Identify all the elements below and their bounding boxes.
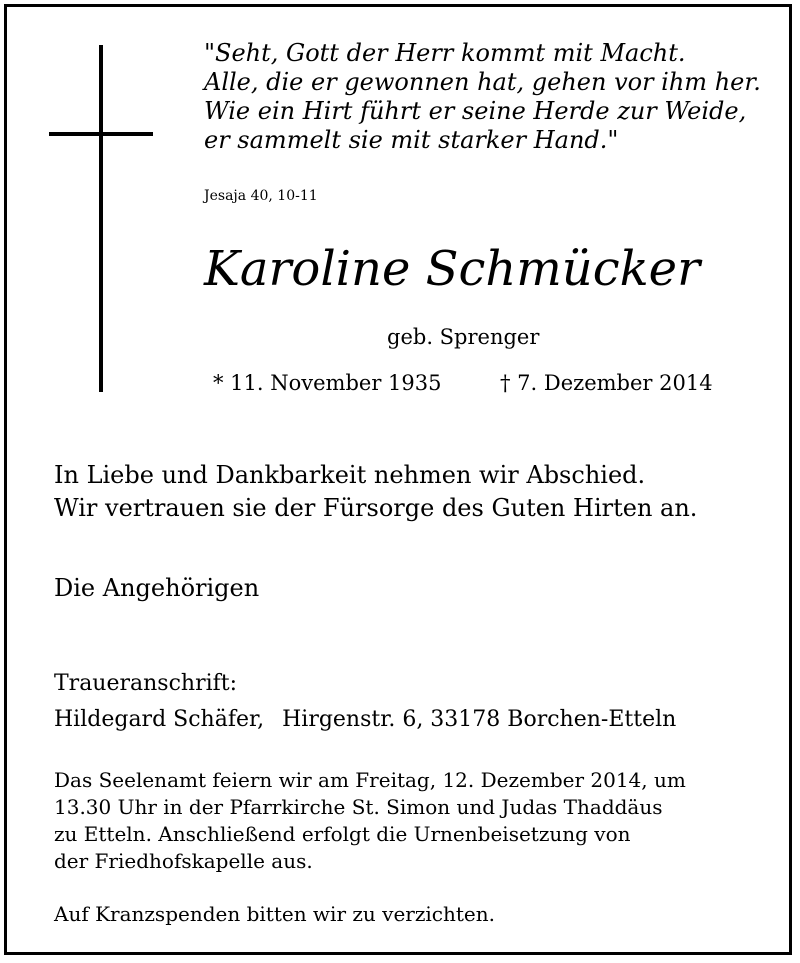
address-name: Hildegard Schäfer, — [54, 707, 265, 732]
deceased-name: Karoline Schmücker — [204, 241, 701, 297]
quote-line: Wie ein Hirt führt er seine Herde zur Weide, — [204, 97, 747, 125]
cross-icon-crossbar — [49, 132, 153, 136]
flowers-note: Auf Kranzspenden bitten wir zu verzichten. — [54, 902, 495, 926]
cross-icon — [99, 45, 103, 392]
death-date: † 7. Dezember 2014 — [500, 371, 713, 395]
quote-line: "Seht, Gott der Herr kommt mit Macht. — [204, 39, 686, 67]
address-label: Traueranschrift: — [54, 671, 238, 696]
service-line: zu Etteln. Anschließend erfolgt die Urnenbeisetzung von — [54, 822, 631, 846]
address-street: Hirgenstr. 6, 33178 Borchen-Etteln — [282, 707, 677, 732]
quote-line: Alle, die er gewonnen hat, gehen vor ihm her. — [204, 68, 761, 96]
birth-date: * 11. November 1935 — [213, 371, 442, 395]
service-line: Das Seelenamt feiern wir am Freitag, 12. Dezember 2014, um — [54, 768, 686, 792]
quote-line: er sammelt sie mit starker Hand." — [204, 126, 619, 154]
farewell-line: Wir vertrauen sie der Fürsorge des Guten Hirten an. — [54, 494, 698, 522]
service-info — [54, 767, 686, 875]
service-line: 13.30 Uhr in der Pfarrkirche St. Simon und Judas Thaddäus — [54, 795, 663, 819]
life-dates — [213, 371, 713, 395]
family-signature: Die Angehörigen — [54, 574, 260, 602]
quote-source: Jesaja 40, 10-11 — [204, 188, 318, 204]
maiden-name: geb. Sprenger — [387, 325, 540, 349]
service-line: der Friedhofskapelle aus. — [54, 849, 313, 873]
farewell-line: In Liebe und Dankbarkeit nehmen wir Abschied. — [54, 461, 646, 489]
obituary-notice — [4, 4, 792, 955]
farewell-text — [54, 459, 697, 525]
mourning-address — [54, 707, 676, 732]
bible-quote — [204, 39, 784, 155]
